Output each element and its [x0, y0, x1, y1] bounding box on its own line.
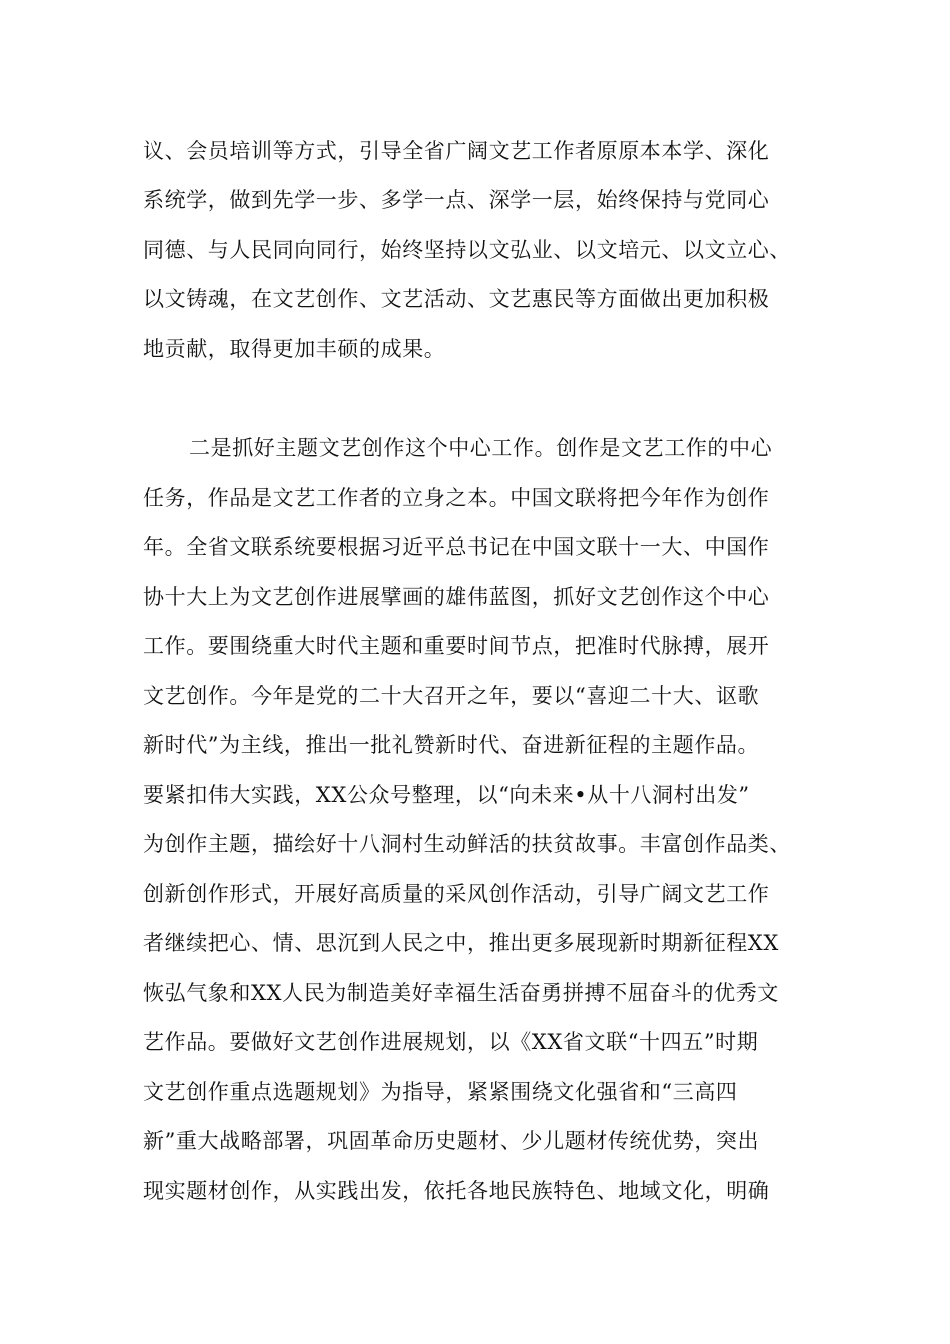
text-line: 现实题材创作，从实践出发，依托各地民族特色、地域文化，明确 [143, 1179, 770, 1203]
text-line: 新”重大战略部署，巩固革命历史题材、少儿题材传统优势，突出 [143, 1129, 760, 1153]
text-line: 地贡献，取得更加丰硕的成果。 [143, 337, 446, 361]
text-line: 艺作品。要做好文艺创作进展规划，以《XX省文联“十四五”时期 [143, 1030, 759, 1054]
text-line: 任务，作品是文艺工作者的立身之本。中国文联将把今年作为创作 [143, 486, 770, 510]
text-line: 同德、与人民同向同行，始终坚持以文弘业、以文培元、以文立心、 [143, 238, 791, 262]
text-line: 文艺创作重点选题规划》为指导，紧紧围绕文化强省和“三高四 [143, 1080, 738, 1104]
text-line: 恢弘气象和XX人民为制造美好幸福生活奋勇拼搏不屈奋斗的优秀文 [143, 981, 779, 1005]
text-line: 为创作主题，描绘好十八洞村生动鲜活的扶贫故事。丰富创作品类、 [143, 832, 791, 856]
text-line: 协十大上为文艺创作进展擘画的雄伟蓝图，抓好文艺创作这个中心 [143, 585, 770, 609]
text-line: 以文铸魂，在文艺创作、文艺活动、文艺惠民等方面做出更加积极 [143, 287, 770, 311]
text-line: 者继续把心、情、思沉到人民之中，推出更多展现新时期新征程XX [143, 931, 779, 955]
text-line: 系统学，做到先学一步、多学一点、深学一层，始终保持与党同心 [143, 188, 770, 212]
text-line: 议、会员培训等方式，引导全省广阔文艺工作者原原本本学、深化 [143, 139, 770, 163]
text-line: 创新创作形式，开展好高质量的采风创作活动，引导广阔文艺工作 [143, 882, 770, 906]
text-line: 要紧扣伟大实践，XX公众号整理，以“向未来•从十八洞村出发” [143, 783, 750, 807]
text-line: 工作。要围绕重大时代主题和重要时间节点，把准时代脉搏，展开 [143, 634, 770, 658]
text-line: 二是抓好主题文艺创作这个中心工作。创作是文艺工作的中心 [189, 436, 773, 460]
text-line: 年。全省文联系统要根据习近平总书记在中国文联十一大、中国作 [143, 535, 770, 559]
text-line: 文艺创作。今年是党的二十大召开之年，要以“喜迎二十大、讴歌 [143, 684, 760, 708]
text-line: 新时代”为主线，推出一批礼赞新时代、奋进新征程的主题作品。 [143, 733, 760, 757]
